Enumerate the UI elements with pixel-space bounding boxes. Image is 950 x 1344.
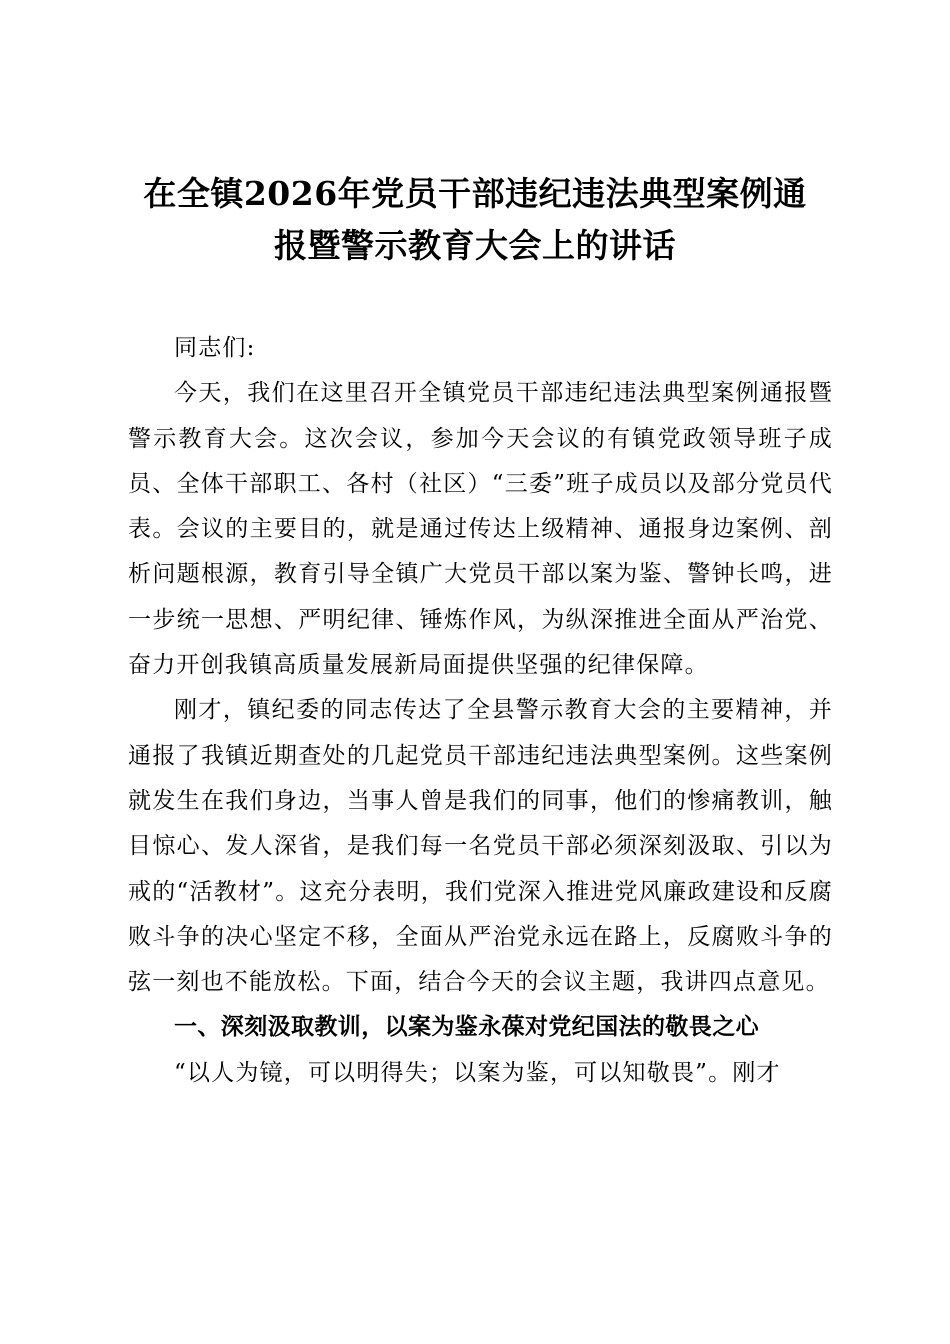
document-title bbox=[120, 168, 830, 272]
section-heading-1: 一、深刻汲取教训，以案为鉴永葆对党纪国法的敬畏之心 bbox=[174, 1014, 759, 1041]
title-line-1: 在全镇2026年党员干部违纪违法典型案例通 bbox=[143, 174, 807, 213]
paragraph-3: “以人为镜，可以明得失；以案为鉴，可以知敬畏”。刚才 bbox=[174, 1059, 781, 1086]
paragraph-1: 今天，我们在这里召开全镇党员干部违纪违法典型案例通报暨警示教育大会。这次会议，参加今天会议的有镇党政领导班子成员、全体干部职工、各村（社区）“三委”班子成员以及部分党员代表。会议的主要目的，就是通过传达上级精神、通报身边案例、剖析问题根源，教育引导全镇广大党员干部以案为鉴、警钟长鸣，进一步统一思想、严明纪律、锤炼作风，为纵深推进全面从严治党、奋力开创我镇高质量发展新局面提供坚强的纪律保障。 bbox=[128, 380, 833, 679]
document-body bbox=[128, 326, 833, 1096]
paragraph-2: 刚才，镇纪委的同志传达了全县警示教育大会的主要精神，并通报了我镇近期查处的几起党员干部违纪违法典型案例。这些案例就发生在我们身边，当事人曾是我们的同事，他们的惨痛教训，触目惊心、发人深省，是我们每一名党员干部必须深刻汲取、引以为戒的“活教材”。这充分表明，我们党深入推进党风廉政建设和反腐败斗争的决心坚定不移，全面从严治党永远在路上，反腐败斗争的弦一刻也不能放松。下面，结合今天的会议主题，我讲四点意见。 bbox=[128, 697, 833, 996]
salutation: 同志们: bbox=[174, 335, 256, 361]
title-line-2: 报暨警示教育大会上的讲话 bbox=[274, 226, 676, 265]
